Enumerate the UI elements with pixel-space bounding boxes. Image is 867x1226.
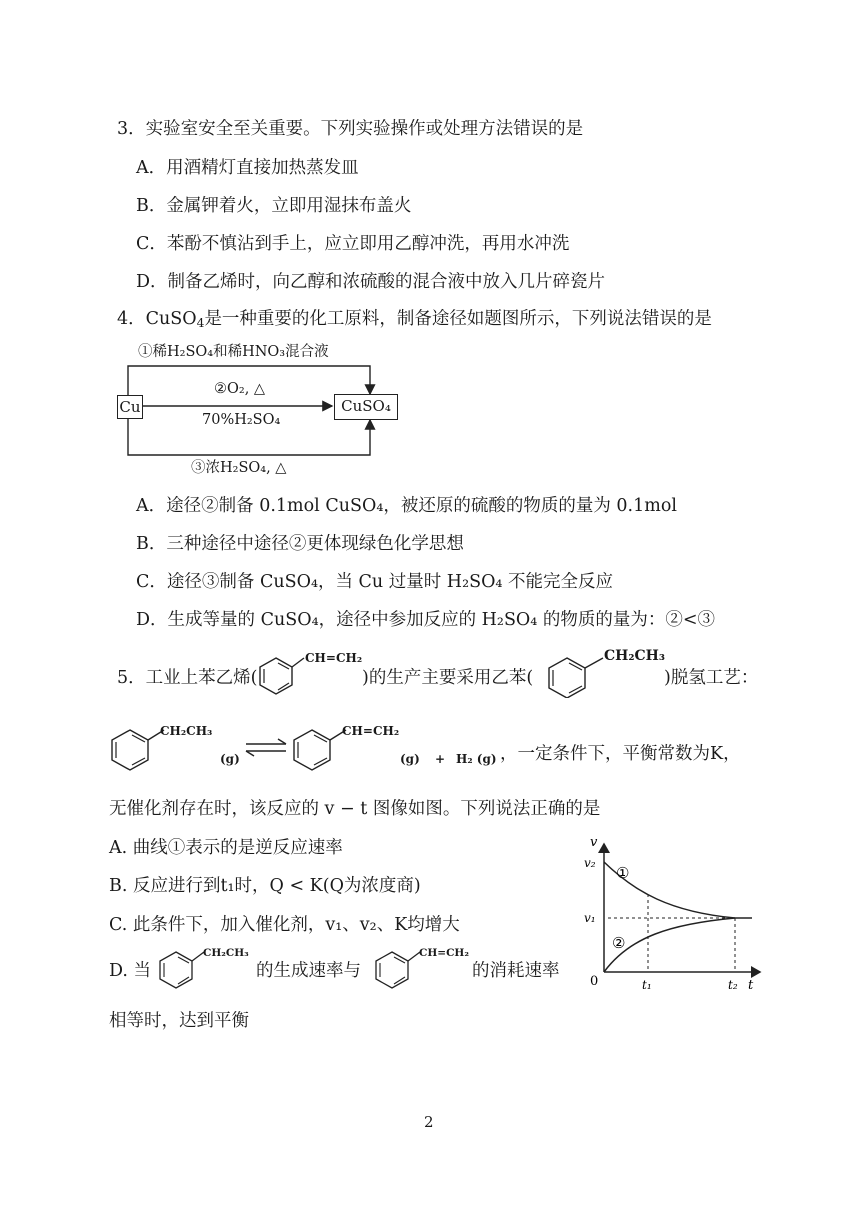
- eq-tail: ，一定条件下，平衡常数为K，: [500, 744, 741, 764]
- cuso4-box: CuSO₄: [334, 394, 398, 420]
- q4-option-c: C．途径③制备 CuSO₄，当 Cu 过量时 H₂SO₄ 不能完全反应: [136, 572, 614, 592]
- q5-option-d-c: 的消耗速率: [472, 961, 560, 981]
- q5-option-a: A. 曲线①表示的是逆反应速率: [109, 838, 343, 858]
- q5-option-d-b: 的生成速率与: [256, 961, 361, 981]
- eq-ethylbenzene-icon: [108, 724, 168, 774]
- q5-option-d-d: 相等时，达到平衡: [109, 1011, 249, 1031]
- q5-stem-c: )脱氢工艺：: [664, 668, 759, 688]
- page-number: 2: [424, 1113, 434, 1131]
- q4-option-d: D．生成等量的 CuSO₄，途径中参加反应的 H₂SO₄ 的物质的量为：②<③: [136, 610, 716, 630]
- equilibrium-arrow-icon: [242, 738, 292, 758]
- route3-label: ③浓H₂SO₄, △: [191, 460, 287, 476]
- graph-v-label: v: [590, 835, 598, 850]
- q5-line2: 无催化剂存在时，该反应的 v − t 图像如图。下列说法正确的是: [109, 799, 601, 819]
- q5-stem-a: 5．工业上苯乙烯(: [117, 668, 258, 688]
- q4-option-a: A．途径②制备 0.1mol CuSO₄，被还原的硫酸的物质的量为 0.1mol: [136, 496, 677, 516]
- option-d-ethyl-substituent: CH₂CH₃: [203, 947, 249, 959]
- q5-stem-b: )的生产主要采用乙苯(: [362, 668, 534, 688]
- styrene-substituent: CH=CH₂: [305, 651, 363, 665]
- vt-graph: [580, 832, 770, 1002]
- q5-option-c: C. 此条件下，加入催化剂，v₁、v₂、K均增大: [109, 915, 460, 935]
- graph-t1-label: t₁: [642, 978, 652, 992]
- eq-g2: (g): [400, 752, 420, 766]
- graph-t-label: t: [748, 978, 754, 993]
- q3-option-c: C．苯酚不慎沾到手上，应立即用乙醇冲洗，再用水冲洗: [136, 234, 570, 254]
- graph-t2-label: t₂: [728, 978, 738, 992]
- graph-curve2-label: ②: [612, 934, 626, 952]
- graph-curve1-label: ①: [616, 864, 630, 882]
- q4-stem: 4．CuSO$_4$是一种重要的化工原料，制备途径如题图所示，下列说法错误的是: [117, 309, 712, 331]
- q3-option-d: D．制备乙烯时，向乙醇和浓硫酸的混合液中放入几片碎瓷片: [136, 272, 606, 292]
- eq-plus: +: [435, 752, 446, 766]
- route2-top-label: ②O₂, △: [214, 381, 266, 397]
- q3-stem: 3．实验室安全至关重要。下列实验操作或处理方法错误的是: [117, 119, 584, 139]
- graph-origin: 0: [590, 974, 599, 989]
- ethylbenzene-substituent: CH₂CH₃: [604, 648, 666, 664]
- graph-v1-label: v₁: [584, 911, 596, 925]
- option-d-styrene-substituent: CH=CH₂: [419, 947, 469, 959]
- eq-styrene-substituent: CH=CH₂: [342, 724, 400, 738]
- eq-h2: H₂ (g): [456, 752, 497, 766]
- graph-v2-label: v₂: [584, 856, 596, 870]
- diagram-lines: [0, 0, 867, 500]
- route2-bottom-label: 70%H₂SO₄: [202, 412, 281, 428]
- eq-styrene-icon: [290, 724, 350, 774]
- q4-option-b: B．三种途径中途径②更体现绿色化学思想: [136, 534, 464, 554]
- eq-ethyl-substituent: CH₂CH₃: [160, 724, 213, 738]
- q3-option-a: A．用酒精灯直接加热蒸发皿: [136, 158, 359, 178]
- route1-label: ①稀H₂SO₄和稀HNO₃混合液: [138, 344, 329, 360]
- q5-option-b: B. 反应进行到t₁时，Q < K(Q为浓度商): [109, 876, 421, 896]
- cu-box: Cu: [117, 395, 143, 419]
- q5-option-d-a: D. 当: [109, 961, 152, 981]
- eq-g1: (g): [220, 752, 240, 766]
- q3-option-b: B．金属钾着火，立即用湿抹布盖火: [136, 196, 412, 216]
